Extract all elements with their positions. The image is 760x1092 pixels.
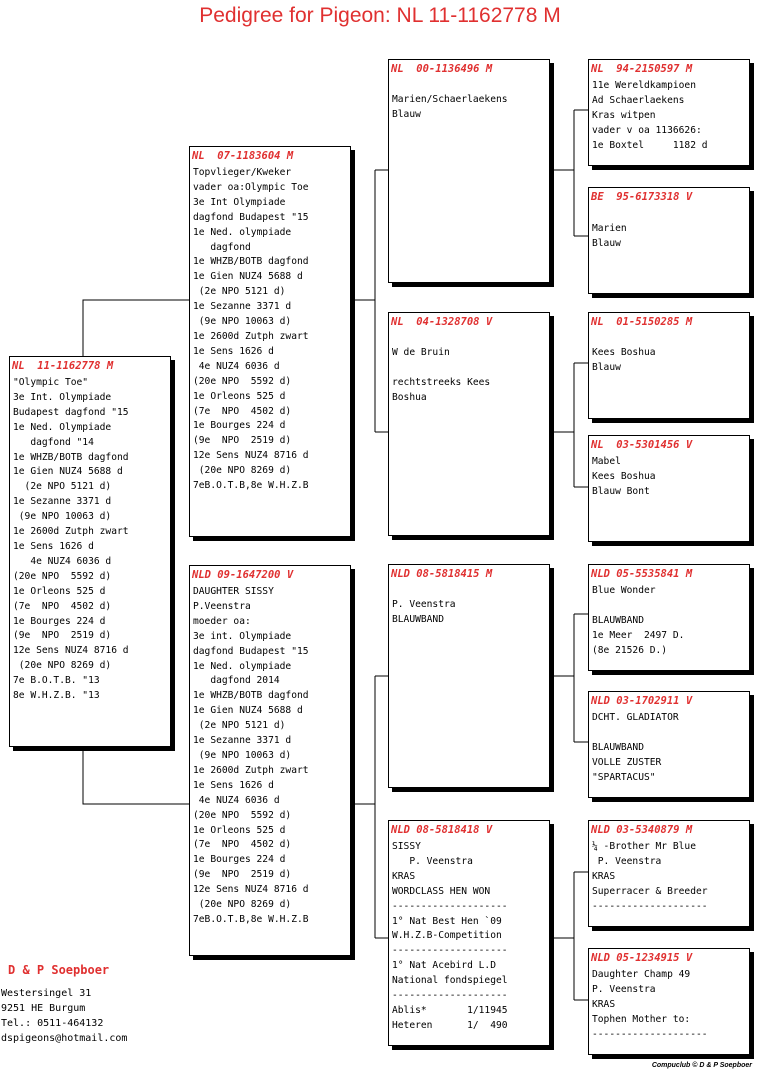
pigeon-card-subject bbox=[9, 356, 171, 747]
pigeon-details: Blue Wonder BLAUWBAND 1e Meer 2497 D. (8e 21526 D.) bbox=[592, 585, 685, 656]
pigeon-details: Marien/Schaerlaekens Blauw bbox=[392, 94, 508, 120]
ring-number: NLD 08-5818418 V bbox=[391, 824, 493, 836]
pigeon-card-dam bbox=[189, 565, 351, 956]
pigeon-card-sire-dam-dam bbox=[588, 435, 750, 542]
breeder-city: 9251 HE Burgum bbox=[1, 1003, 86, 1014]
breeder-phone: Tel.: 0511-464132 bbox=[1, 1018, 104, 1029]
pigeon-card-dam-sire-sire bbox=[588, 564, 750, 671]
ring-number: NL 07-1183604 M bbox=[192, 150, 294, 162]
breeder-name: D & P Soepboer bbox=[8, 963, 110, 977]
breeder-address: Westersingel 31 bbox=[1, 988, 92, 999]
ring-number: NL 94-2150597 M bbox=[591, 63, 693, 75]
pigeon-card-dam-dam bbox=[388, 820, 550, 1046]
ring-number: NLD 03-5340879 M bbox=[591, 824, 693, 836]
pigeon-card-dam-sire bbox=[388, 564, 550, 788]
pigeon-details: SISSY P. Veenstra KRAS WORDCLASS HEN WON -------------------- 1° Nat Best Hen `09 W.H.Z.B-Competition -------------------- 1° Nat Acebird L.D National fondspiegel -------------------- Ablis* 1/11945 Heteren 1/ 490 bbox=[392, 841, 508, 1031]
ring-number: NLD 03-1702911 V bbox=[591, 695, 693, 707]
pigeon-details: Mabel Kees Boshua Blauw Bont bbox=[592, 456, 656, 497]
pigeon-card-sire-dam bbox=[388, 312, 550, 536]
ring-number: NL 11-1162778 M bbox=[12, 360, 114, 372]
pigeon-card-dam-dam-sire bbox=[588, 820, 750, 927]
pigeon-details: Daughter Champ 49 P. Veenstra KRAS Tophen Mother to: -------------------- bbox=[592, 969, 708, 1040]
pigeon-details: "Olympic Toe" 3e Int. Olympiade Budapest dagfond "15 1e Ned. Olympiade dagfond "14 1e WHZB/BOTB dagfond 1e Gien NUZ4 5688 d (2e NPO 5121 d) 1e Sezanne 3371 d (9e NPO 10063 d) 1e 2600d Zutph zwart 1e Sens 1626 d 4e NUZ4 6036 d (20e NPO 5592 d) 1e Orleons 525 d (7e NPO 4502 d) 1e Bourges 224 d (9e NPO 2519 d) 12e Sens NUZ4 8716 d (20e NPO 8269 d) 7e B.O.T.B. "13 8e W.H.Z.B. "13 bbox=[13, 377, 129, 702]
ring-number: NLD 05-1234915 V bbox=[591, 952, 693, 964]
ring-number: NL 04-1328708 V bbox=[391, 316, 493, 328]
pigeon-card-sire-sire bbox=[388, 59, 550, 283]
pigeon-card-dam-sire-dam bbox=[588, 691, 750, 798]
pigeon-details: Marien Blauw bbox=[592, 222, 627, 249]
pigeon-card-sire-sire-dam bbox=[588, 187, 750, 294]
pigeon-details: ¼ -Brother Mr Blue P. Veenstra KRAS Superracer & Breeder -------------------- bbox=[592, 841, 708, 912]
pigeon-details: Topvlieger/Kweker vader oa:Olympic Toe 3e Int Olympiade dagfond Budapest "15 1e Ned. olympiade dagfond 1e WHZB/BOTB dagfond 1e Gien NUZ4 5688 d (2e NPO 5121 d) 1e Sezanne 3371 d (9e NPO 10063 d) 1e 2600d Zutph zwart 1e Sens 1626 d 4e NUZ4 6036 d (20e NPO 5592 d) 1e Orleons 525 d (7e NPO 4502 d) 1e Bourges 224 d (9e NPO 2519 d) 12e Sens NUZ4 8716 d (20e NPO 8269 d) 7eB.O.T.B,8e W.H.Z.B bbox=[193, 167, 309, 492]
pigeon-details: P. Veenstra BLAUWBAND bbox=[392, 599, 456, 625]
pigeon-details: DAUGHTER SISSY P.Veenstra moeder oa: 3e int. Olympiade dagfond Budapest "15 1e Ned. olympiade dagfond 2014 1e WHZB/BOTB dagfond 1e Gien NUZ4 5688 d (2e NPO 5121 d) 1e Sezanne 3371 d (9e NPO 10063 d) 1e 2600d Zutph zwart 1e Sens 1626 d 4e NUZ4 6036 d (20e NPO 5592 d) 1e Orleons 525 d (7e NPO 4502 d) 1e Bourges 224 d (9e NPO 2519 d) 12e Sens NUZ4 8716 d (20e NPO 8269 d) 7eB.O.T.B,8e W.H.Z.B bbox=[193, 586, 309, 925]
ring-number: NL 01-5150285 M bbox=[591, 316, 693, 328]
pigeon-details: Kees Boshua Blauw bbox=[592, 347, 656, 373]
pigeon-card-dam-dam-dam bbox=[588, 948, 750, 1055]
ring-number: BE 95-6173318 V bbox=[591, 191, 693, 203]
pigeon-card-sire bbox=[189, 146, 351, 537]
ring-number: NLD 05-5535841 M bbox=[591, 568, 693, 580]
breeder-email[interactable]: dspigeons@hotmail.com bbox=[1, 1033, 128, 1044]
pigeon-details: DCHT. GLADIATOR BLAUWBAND VOLLE ZUSTER "SPARTACUS" bbox=[592, 712, 679, 783]
ring-number: NL 00-1136496 M bbox=[391, 63, 493, 75]
ring-number: NLD 08-5818415 M bbox=[391, 568, 493, 580]
page-title: Pedigree for Pigeon: NL 11-1162778 M bbox=[199, 4, 561, 27]
footer-credit: Compuclub © D & P Soepboer bbox=[651, 1062, 752, 1069]
pigeon-card-sire-sire-sire bbox=[588, 59, 750, 166]
pigeon-card-sire-dam-sire bbox=[588, 312, 750, 419]
ring-number: NLD 09-1647200 V bbox=[192, 569, 294, 581]
pigeon-details: W de Bruin rechtstreeks Kees Boshua bbox=[392, 347, 491, 403]
pigeon-details: 11e Wereldkampioen Ad Schaerlaekens Kras witpen vader v oa 1136626: 1e Boxtel 1182 d bbox=[592, 80, 708, 151]
ring-number: NL 03-5301456 V bbox=[591, 439, 693, 451]
